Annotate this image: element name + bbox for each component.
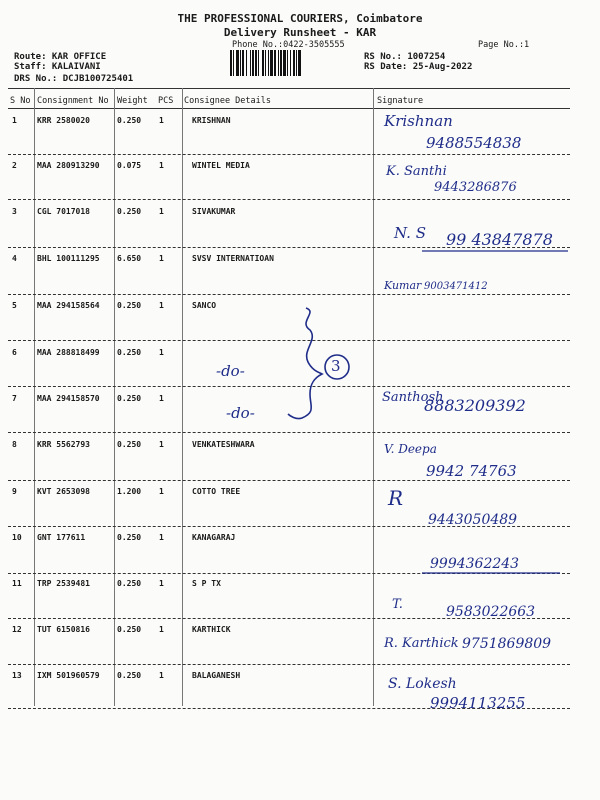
row-weight: 0.250 [117,533,142,542]
row-weight: 0.250 [117,625,142,634]
row-signature-phone: 9994362243 [430,556,520,572]
row-consignee: SANCO [192,301,217,310]
row-consignee: KARTHICK [192,625,231,634]
row-weight: 0.250 [117,207,142,216]
row-weight: 1.200 [117,487,142,496]
phone-number: Phone No.:0422-3505555 [232,40,345,50]
row-pcs: 1 [159,671,164,680]
barcode-bar [301,50,303,76]
ditto-mark: -do- [226,404,255,422]
ink-underline [420,570,570,576]
row-pcs: 1 [159,207,164,216]
row-signature-phone: 9583022663 [446,604,536,620]
col-header-consignee: Consignee Details [184,96,271,106]
row-divider [8,480,570,481]
row-sno: 11 [12,579,22,588]
group-count: 3 [331,357,341,375]
row-consignee: SIVAKUMAR [192,207,236,216]
row-divider [8,154,570,155]
col-header-signature: Signature [377,96,424,106]
row-signature: S. Lokesh [388,676,457,692]
row-consignment: MAA 294158570 [37,394,100,403]
row-sno: 2 [12,161,17,170]
row-signature: R [388,486,404,510]
row-signature: Krishnan [384,112,453,130]
row-sno: 5 [12,301,17,310]
row-sno: 6 [12,348,17,357]
row-consignee: VENKATESHWARA [192,440,255,449]
row-divider [8,618,570,619]
row-signature-phone: 99 43847878 [446,230,553,249]
runsheet-title: Delivery Runsheet - KAR [223,26,377,39]
col-header-sno: S No [10,96,31,106]
row-pcs: 1 [159,301,164,310]
row-divider [8,526,570,527]
row-consignee: BALAGANESH [192,671,241,680]
barcode [230,50,356,76]
grid-line [114,88,115,706]
row-signature-phone: 8883209392 [424,396,526,415]
row-consignment: GNT 177611 [37,533,86,542]
row-signature: V. Deepa [384,442,437,456]
row-weight: 6.650 [117,254,142,263]
row-signature: N. S [394,224,426,242]
row-consignment: MAA 294158564 [37,301,100,310]
row-pcs: 1 [159,116,164,125]
row-pcs: 1 [159,579,164,588]
row-consignment: BHL 100111295 [37,254,100,263]
ink-underline [420,248,570,254]
row-consignee: WINTEL MEDIA [192,161,250,170]
row-consignee: COTTO TREE [192,487,241,496]
row-weight: 0.250 [117,440,142,449]
row-weight: 0.250 [117,671,142,680]
row-divider [8,664,570,665]
route-label: Route: KAR OFFICE [14,52,107,62]
row-sno: 13 [12,671,22,680]
row-signature-phone: 9488554838 [426,134,522,152]
row-consignment: KVT 2653098 [37,487,90,496]
page-number: Page No.:1 [478,40,530,50]
row-pcs: 1 [159,533,164,542]
row-pcs: 1 [159,625,164,634]
row-consignment: MAA 288818499 [37,348,100,357]
row-weight: 0.075 [117,161,142,170]
row-pcs: 1 [159,487,164,496]
rs-number: RS No.: 1007254 [364,52,446,62]
row-sno: 12 [12,625,22,634]
row-weight: 0.250 [117,394,142,403]
row-sno: 9 [12,487,17,496]
row-weight: 0.250 [117,116,142,125]
company-title: THE PROFESSIONAL COURIERS, Coimbatore [177,12,423,25]
row-pcs: 1 [159,440,164,449]
row-pcs: 1 [159,254,164,263]
header-bottom-rule [8,108,570,109]
row-signature-phone: 9003471412 [424,281,488,292]
row-divider [8,432,570,433]
row-signature: R. Karthick [384,636,459,651]
row-consignee: KRISHNAN [192,116,231,125]
row-sno: 8 [12,440,17,449]
row-signature: Kumar [384,279,422,292]
row-consignment: IXM 501960579 [37,671,100,680]
row-signature-phone: 9443286876 [434,180,517,195]
row-pcs: 1 [159,161,164,170]
row-divider [8,708,570,709]
row-sno: 1 [12,116,17,125]
row-consignment: CGL 7017018 [37,207,90,216]
row-consignment: TUT 6150816 [37,625,90,634]
col-header-weight: Weight [117,96,148,106]
row-signature: K. Santhi [386,164,447,179]
row-sno: 4 [12,254,17,263]
row-signature-phone: 9994113255 [430,694,526,712]
drs-number: DRS No.: DCJB100725401 [14,74,134,84]
row-sno: 10 [12,533,22,542]
row-signature: Santhosh [382,390,444,405]
row-signature-phone: 9751869809 [462,636,552,652]
grid-line [182,88,183,706]
row-pcs: 1 [159,348,164,357]
row-sno: 3 [12,207,17,216]
row-divider [8,199,570,200]
row-consignment: TRP 2539481 [37,579,90,588]
ditto-mark: -do- [216,362,245,380]
row-weight: 0.250 [117,348,142,357]
row-consignment: MAA 280913290 [37,161,100,170]
header-top-rule [8,88,570,89]
staff-label: Staff: KALAIVANI [14,62,101,72]
row-consignee: SVSV INTERNATIOAN [192,254,274,263]
row-signature-phone: 9443050489 [428,512,518,528]
row-consignment: KRR 2580020 [37,116,90,125]
row-pcs: 1 [159,394,164,403]
row-sno: 7 [12,394,17,403]
rs-date: RS Date: 25-Aug-2022 [364,62,473,72]
row-signature-phone: 9942 74763 [426,462,517,480]
row-consignee: S P TX [192,579,221,588]
row-weight: 0.250 [117,579,142,588]
row-divider [8,294,570,295]
grid-line [34,88,35,706]
row-weight: 0.250 [117,301,142,310]
row-consignment: KRR 5562793 [37,440,90,449]
grid-line [373,88,374,706]
row-signature: T. [392,597,403,612]
row-consignee: KANAGARAJ [192,533,236,542]
col-header-pcs: PCS [158,96,174,106]
col-header-consignment: Consignment No [37,96,109,106]
